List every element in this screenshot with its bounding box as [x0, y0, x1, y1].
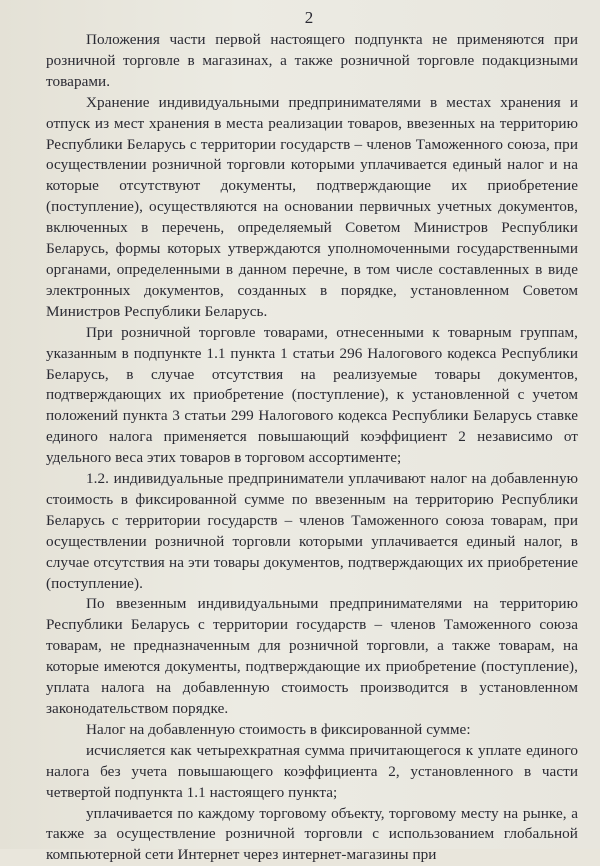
paragraph-8: уплачивается по каждому торговому объекту, торговому месту на рынке, а также за осуществление розничной торговли с использованием глобальной компьютерной сети Интернет через интернет-магазины при: [46, 804, 578, 864]
paragraph-6: Налог на добавленную стоимость в фиксированной сумме:: [86, 720, 471, 738]
paragraph-3: При розничной торговле товарами, отнесенными к товарным группам, указанным в подпункте 1.1 пункта 1 статьи 296 Налогового кодекса Республики Беларусь, в случае отсутствия на реализуемые товары документов, подтверждающих их приобретение (поступление), к установленной с учетом положений пункта 3 статьи 299 Налогового кодекса Республики Беларусь ставке единого налога применяется повышающий коэффициент 2 независимо от удельного веса этих товаров в торговом ассортименте;: [46, 323, 578, 467]
paragraph-4: 1.2. индивидуальные предприниматели уплачивают налог на добавленную стоимость в фиксированной сумме по ввезенным на территорию Республики Беларусь с территории государств – членов Таможенного союза товарам, при осуществлении розничной торговли которыми уплачивается единый налог, в случае отсутствия на эти товары документов, подтверждающих их приобретение (поступление).: [46, 470, 578, 592]
paragraph-1: Положения части первой настоящего подпункта не применяются при розничной торговле в магазинах, а также розничной торговле подакцизными товарами.: [46, 31, 578, 90]
paragraph-5: По ввезенным индивидуальными предпринимателями на территорию Республики Беларусь с территории государств – членов Таможенного союза товарам, не предназначенным для розничной торговли, а также товарам, на которые имеются документы, подтверждающие их приобретение (поступление), уплата налога на добавленную стоимость производится в установленном законодательством порядке.: [46, 595, 578, 717]
page-number: 2: [304, 8, 314, 27]
paragraph-7: исчисляется как четырехкратная сумма причитающегося к уплате единого налога без учета повышающего коэффициента 2, установленного в части четвертой подпункта 1.1 настоящего пункта;: [46, 741, 578, 801]
paragraph-2: Хранение индивидуальными предпринимателями в местах хранения и отпуск из мест хранения в места реализации товаров, ввезенных на территорию Республики Беларусь с территории государств – членов Таможенного союза, при осуществлении розничной торговли которыми уплачивается единый налог и на которые отсутствуют документы, подтверждающие их приобретение (поступление), осуществляются на основании первичных учетных документов, включенных в перечень, определяемый Советом Министров Республики Беларусь, формы которых утверждаются уполномоченными государственными органами, определенными в данном перечне, в том числе составленных в виде электронных документов, созданных в порядке, установленном Советом Министров Республики Беларусь.: [46, 93, 578, 320]
